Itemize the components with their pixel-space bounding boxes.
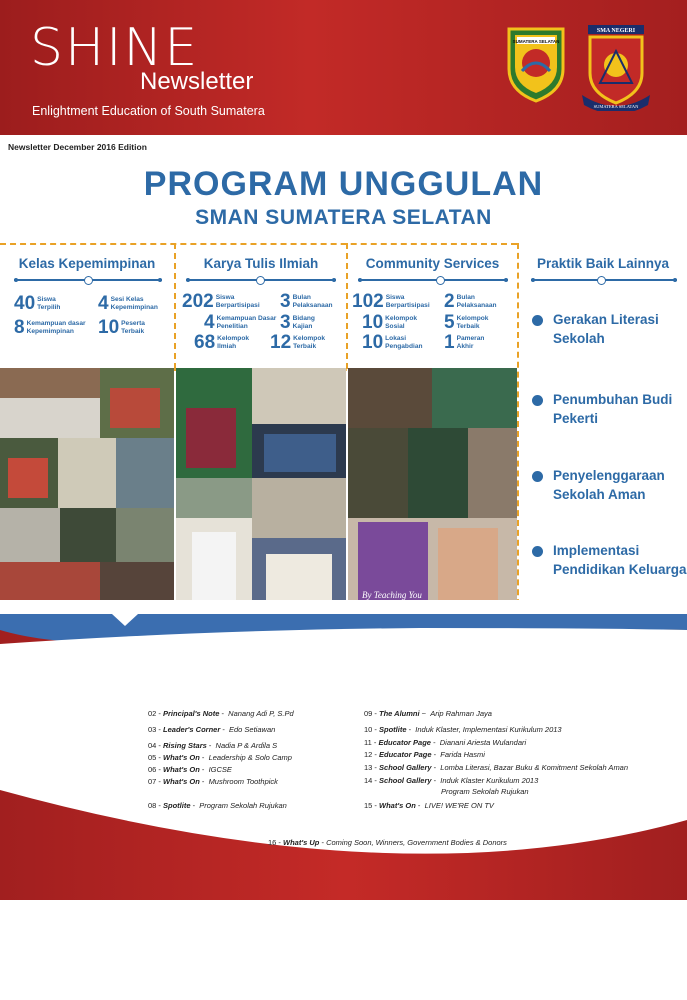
column-community-services xyxy=(348,244,517,368)
province-emblem-icon xyxy=(505,25,567,103)
stat-item: 1 Pameran Akhir xyxy=(444,332,485,353)
brand-tagline: Enlightment Education of South Sumatera xyxy=(32,104,265,118)
bullet-icon xyxy=(532,395,543,406)
toc-entry[interactable]: 06 - What's On - IGCSE xyxy=(148,765,232,774)
toc-entry[interactable]: 16 - What's Up - Coming Soon, Winners, Government Bodies & Donors xyxy=(268,838,507,847)
school-emblem-icon xyxy=(582,25,650,111)
column-heading: Praktik Baik Lainnya xyxy=(536,256,670,271)
footer-slogan: Learn today, Lead tomorrow xyxy=(223,922,464,942)
school-emblem-bottom-text: SUMATERA SELATAN xyxy=(593,104,639,109)
toc-entry[interactable]: 13 - School Gallery - Lomba Literasi, Bazar Buku & Komitment Sekolah Aman xyxy=(364,763,629,772)
stat-item: 3 Bidang Kajian xyxy=(280,312,315,333)
stat-item: 102 Siswa Berpartisipasi xyxy=(352,291,430,312)
toc-entry[interactable]: 04 - Rising Stars - Nadia P & Ardila S xyxy=(148,741,278,750)
column-kelas-kepemimpinan xyxy=(0,244,174,368)
column-heading: Karya Tulis Ilmiah xyxy=(203,256,319,271)
stat-item: 5 Kelompok Terbaik xyxy=(444,312,489,333)
column-praktik-baik xyxy=(519,244,687,368)
stat-item: 12 Kelompok Terbaik xyxy=(270,332,326,353)
brand-title: SHINE xyxy=(30,18,200,78)
toc-entry[interactable]: 12 - Educator Page - Farida Hasmi xyxy=(364,750,485,759)
decorative-wave-band xyxy=(0,600,687,900)
stat-item: 4 Kemampuan Dasar Penelitian xyxy=(204,312,277,333)
main-title: PROGRAM UNGGULAN xyxy=(143,165,544,203)
province-emblem-text: SUMATERA SELATAN xyxy=(512,39,560,44)
bullet-icon xyxy=(532,546,543,557)
column-karya-tulis-ilmiah xyxy=(176,244,346,368)
brand-logo xyxy=(30,18,265,118)
photo-collage-leadership xyxy=(0,368,174,612)
toc-entry-continuation: Program Sekolah Rujukan xyxy=(441,787,529,796)
stat-item: 3 Bulan Pelaksanaan xyxy=(280,291,333,312)
column-heading: Community Services xyxy=(365,256,500,271)
brand-subtitle: Newsletter xyxy=(140,68,254,95)
slider-decoration xyxy=(14,276,162,284)
toc-entry[interactable]: 10 - Spotlite - Induk Klaster, Implementasi Kurikulum 2013 xyxy=(364,725,562,734)
slider-decoration xyxy=(186,276,336,284)
photo-caption-line1: By Teaching You xyxy=(362,590,422,600)
bullet-icon xyxy=(532,471,543,482)
bullet-icon xyxy=(532,315,543,326)
stat-item: 10 Kelompok Sosial xyxy=(362,312,418,333)
stat-item: 2 Bulan Pelaksanaan xyxy=(444,291,497,312)
photo-collage-community xyxy=(348,368,517,612)
column-heading: Kelas Kepemimpinan xyxy=(18,256,156,271)
stat-item: 8 Kemampuan dasar Kepemimpinan xyxy=(14,317,86,338)
edition-label: Newsletter December 2016 Edition xyxy=(8,142,147,152)
header-band xyxy=(0,0,687,135)
stat-item: 40 Siswa Terpilih xyxy=(14,293,61,314)
stat-item: 10 Lokasi Pengabdian xyxy=(362,332,423,353)
toc-entry[interactable]: 07 - What's On - Mushroom Toothpick xyxy=(148,777,278,786)
toc-entry[interactable]: 02 - Principal's Note - Nanang Adi P, S.Pd xyxy=(148,709,294,718)
stat-item: 202 Siswa Berpartisipasi xyxy=(182,291,260,312)
toc-entry[interactable]: 11 - Educator Page - Dianani Ariesta Wulandari xyxy=(364,738,527,747)
main-subtitle: SMAN SUMATERA SELATAN xyxy=(195,206,492,229)
toc-entry[interactable]: 03 - Leader's Corner - Edo Setiawan xyxy=(148,725,276,734)
slider-decoration xyxy=(358,276,508,284)
stat-item: 68 Kelompok Ilmiah xyxy=(194,332,250,353)
school-emblem-top-text: SMA NEGERI xyxy=(596,28,636,34)
toc-entry[interactable]: 05 - What's On - Leadership & Solo Camp xyxy=(148,753,292,762)
stat-item: 4 Sesi Kelas Kepemimpinan xyxy=(98,293,158,314)
photo-collage-research xyxy=(176,368,346,612)
toc-entry[interactable]: 14 - School Gallery - Induk Klaster Kurikulum 2013 xyxy=(364,776,539,785)
slider-decoration xyxy=(531,276,677,284)
toc-entry[interactable]: 08 - Spotlite - Program Sekolah Rujukan xyxy=(148,801,287,810)
toc-entry[interactable]: 09 - The Alumni ~ Arip Rahman Jaya xyxy=(364,709,492,718)
stat-item: 10 Peserta Terbaik xyxy=(98,317,145,338)
toc-entry[interactable]: 15 - What's On - LIVE! WE'RE ON TV xyxy=(364,801,494,810)
